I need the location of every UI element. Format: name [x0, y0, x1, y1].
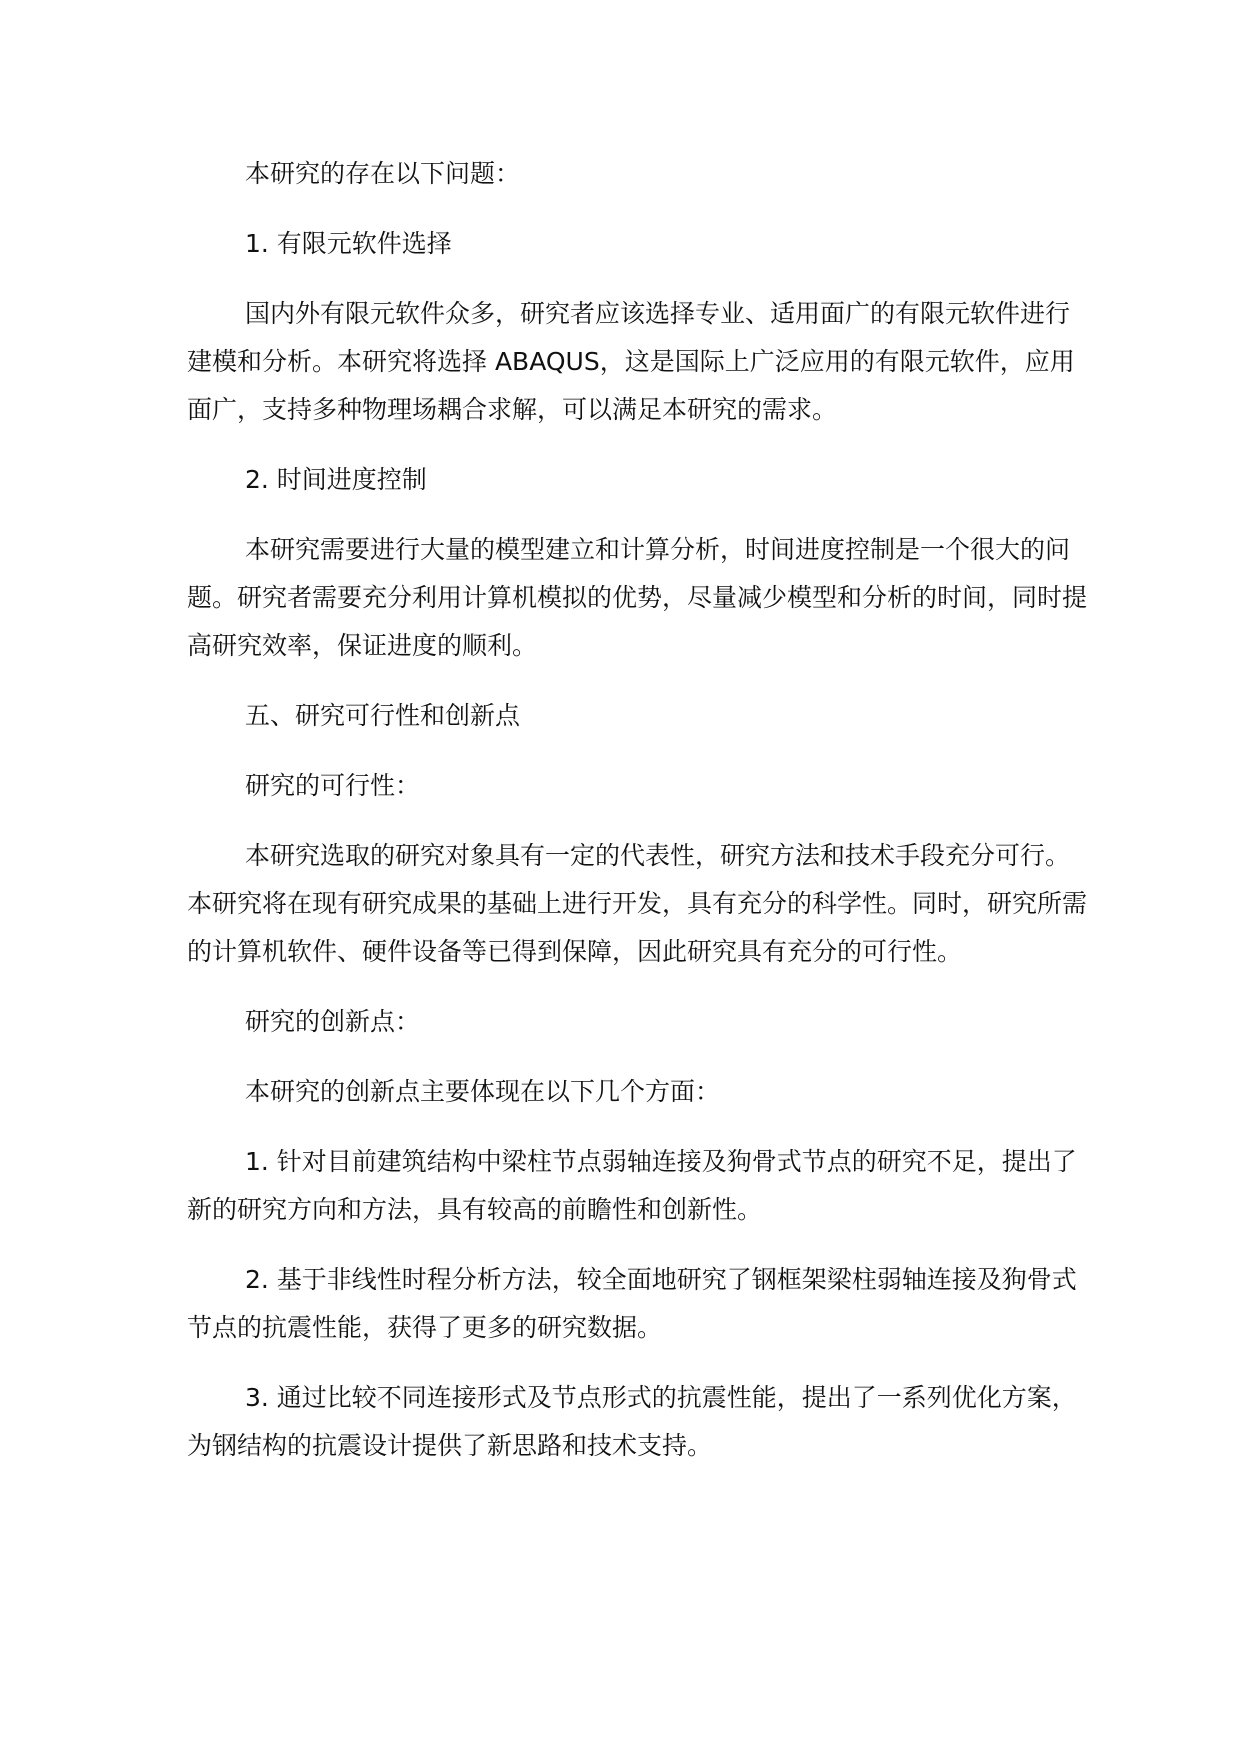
innovation-heading: 研究的创新点： [245, 1007, 421, 1036]
feasibility-paragraph: 本研究选取的研究对象具有一定的代表性，研究方法和技术手段充分可行。本研究将在现有研究成果的基础上进行开发，具有充分的科学性。同时，研究所需的计算机软件、硬件设备等已得到保障，因此研究具有充分的可行性。 [187, 841, 1088, 966]
document-body [187, 150, 1087, 1492]
feasibility-heading: 研究的可行性： [245, 771, 421, 800]
problem-1-paragraph: 国内外有限元软件众多，研究者应该选择专业、适用面广的有限元软件进行建模和分析。本研究将选择 ABAQUS，这是国际上广泛应用的有限元软件，应用面广，支持多种物理场耦合求解，可以满足本研究的需求。 [187, 299, 1075, 424]
problem-2-heading: 2. 时间进度控制 [245, 465, 427, 494]
innovation-item-2: 2. 基于非线性时程分析方法，较全面地研究了钢框架梁柱弱轴连接及狗骨式节点的抗震性能，获得了更多的研究数据。 [187, 1265, 1077, 1342]
problem-1-heading: 1. 有限元软件选择 [245, 229, 452, 258]
intro-problems-line: 本研究的存在以下问题： [245, 159, 521, 188]
innovation-intro: 本研究的创新点主要体现在以下几个方面： [245, 1077, 721, 1106]
innovation-item-1: 1. 针对目前建筑结构中梁柱节点弱轴连接及狗骨式节点的研究不足，提出了新的研究方向和方法，具有较高的前瞻性和创新性。 [187, 1147, 1077, 1224]
problem-2-paragraph: 本研究需要进行大量的模型建立和计算分析，时间进度控制是一个很大的问题。研究者需要充分利用计算机模拟的优势，尽量减少模型和分析的时间，同时提高研究效率，保证进度的顺利。 [187, 535, 1088, 660]
section-5-heading: 五、研究可行性和创新点 [245, 701, 521, 730]
innovation-item-3: 3. 通过比较不同连接形式及节点形式的抗震性能，提出了一系列优化方案，为钢结构的抗震设计提供了新思路和技术支持。 [187, 1383, 1077, 1460]
